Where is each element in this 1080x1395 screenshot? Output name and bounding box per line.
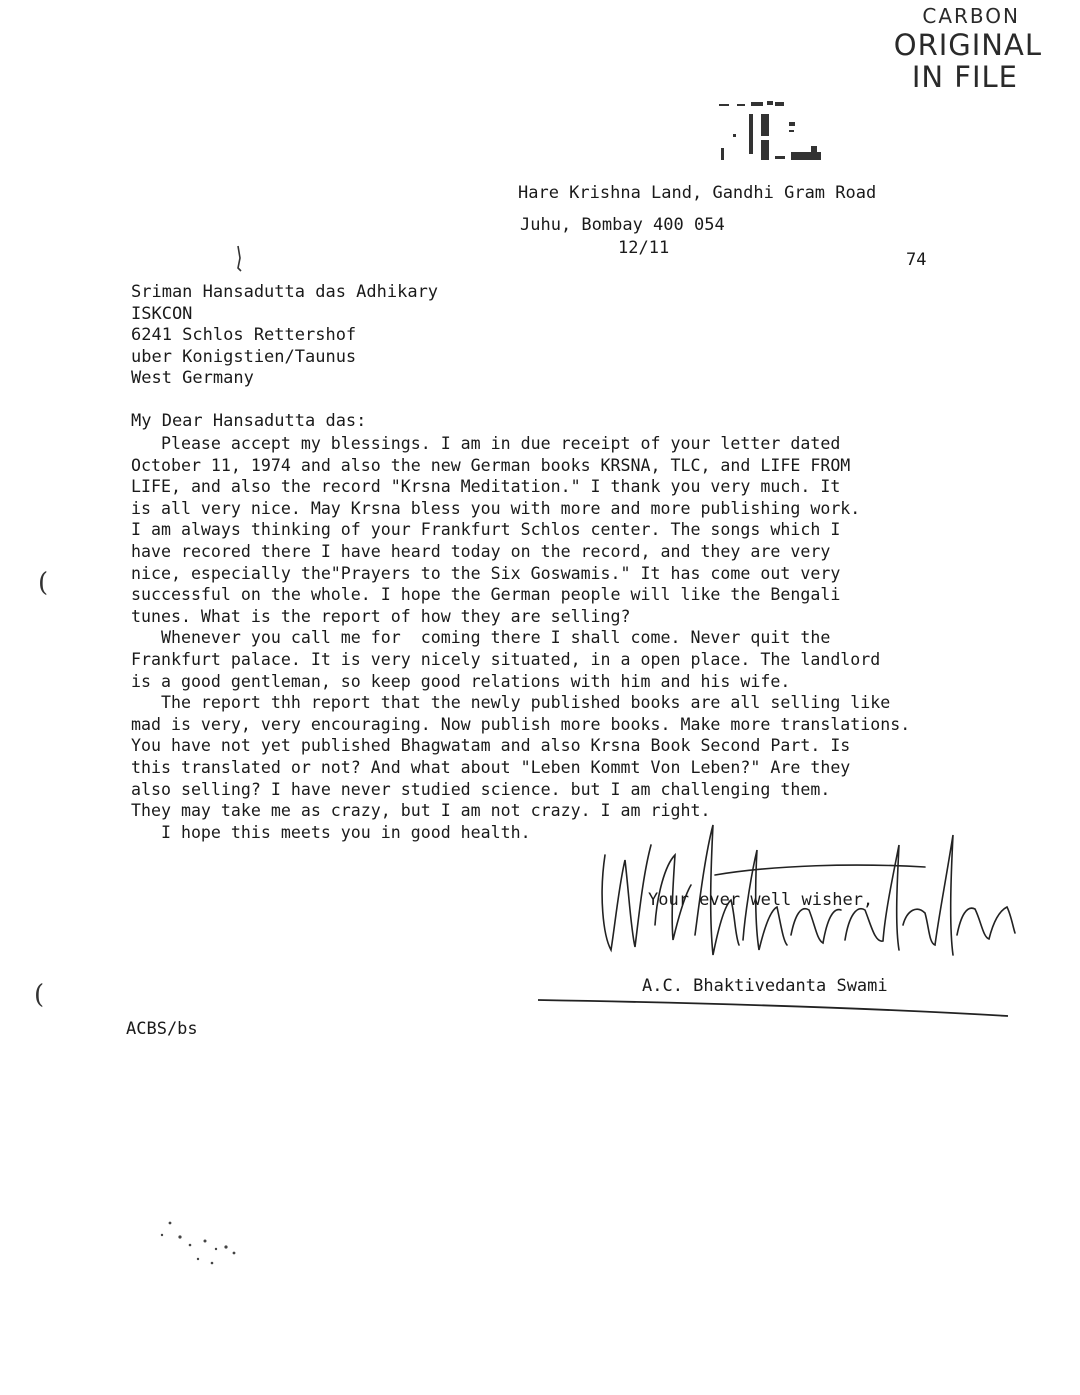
body-line: They may take me as crazy, but I am not crazy. I am right. bbox=[131, 801, 711, 821]
closing-phrase: Your ever well wisher, bbox=[648, 890, 874, 910]
signature-underline-icon bbox=[536, 996, 1010, 1020]
body-line: LIFE, and also the record "Krsna Meditation." I thank you very much. It bbox=[131, 477, 841, 497]
recipient-line: West Germany bbox=[131, 368, 254, 389]
body-line: October 11, 1974 and also the new German books KRSNA, TLC, and LIFE FROM bbox=[131, 455, 851, 475]
recipient-line: ISKCON bbox=[131, 303, 193, 324]
letterhead-address-line-1: Hare Krishna Land, Gandhi Gram Road bbox=[518, 183, 877, 203]
recipient-address bbox=[131, 282, 438, 390]
body-line: nice, especially the"Prayers to the Six Goswamis." It has come out very bbox=[131, 563, 841, 583]
body-line: also selling? I have never studied science. but I am challenging them. bbox=[131, 779, 831, 799]
body-line: have recored there I have heard today on the record, and they are very bbox=[131, 541, 831, 561]
stamp-line-3: IN FILE bbox=[911, 60, 1018, 94]
body-line: mad is very, very encouraging. Now publish more books. Make more translations. bbox=[131, 714, 911, 734]
letterhead-address-line-2: Juhu, Bombay 400 054 bbox=[520, 215, 725, 235]
faded-letterhead-logo-icon bbox=[715, 96, 835, 166]
punch-hole-mark-icon: ( bbox=[34, 980, 45, 1010]
body-line: this translated or not? And what about "Leben Kommt Von Leben?" Are they bbox=[131, 757, 851, 777]
body-line: Frankfurt palace. It is very nicely situated, in a open place. The landlord bbox=[131, 649, 881, 669]
letter-year: 74 bbox=[906, 250, 927, 270]
body-line: is all very nice. May Krsna bless you with more and more publishing work. bbox=[131, 498, 861, 518]
stamp-line-1: CARBON bbox=[922, 4, 1020, 28]
letter-body bbox=[131, 433, 1051, 843]
letter-date: 12/11 bbox=[618, 238, 670, 258]
typist-initials: ACBS/bs bbox=[126, 1019, 198, 1039]
carbon-original-stamp bbox=[872, 4, 1042, 92]
salutation: My Dear Hansadutta das: bbox=[131, 411, 367, 431]
recipient-line: 6241 Schlos Rettershof bbox=[131, 325, 357, 346]
body-line: The report thh report that the newly published books are all selling like bbox=[131, 693, 891, 713]
body-line: Whenever you call me for coming there I shall come. Never quit the bbox=[131, 628, 831, 648]
stamp-line-2: ORIGINAL bbox=[893, 28, 1042, 62]
body-line: I am always thinking of your Frankfurt Schlos center. The songs which I bbox=[131, 520, 841, 540]
ink-specks-icon bbox=[150, 1215, 250, 1275]
signatory-name: A.C. Bhaktivedanta Swami bbox=[642, 976, 888, 996]
body-line: You have not yet published Bhagwatam and also Krsna Book Second Part. Is bbox=[131, 736, 851, 756]
punch-hole-mark-icon: ( bbox=[38, 568, 49, 598]
body-line: I hope this meets you in good health. bbox=[131, 822, 531, 842]
body-line: is a good gentleman, so keep good relations with him and his wife. bbox=[131, 671, 791, 691]
recipient-line: Sriman Hansadutta das Adhikary bbox=[131, 282, 439, 302]
recipient-line: uber Konigstien/Taunus bbox=[131, 346, 357, 367]
body-line: successful on the whole. I hope the German people will like the Bengali bbox=[131, 585, 841, 605]
tick-mark-icon bbox=[232, 244, 246, 274]
body-line: tunes. What is the report of how they are selling? bbox=[131, 606, 631, 626]
body-line: Please accept my blessings. I am in due receipt of your letter dated bbox=[131, 434, 841, 453]
